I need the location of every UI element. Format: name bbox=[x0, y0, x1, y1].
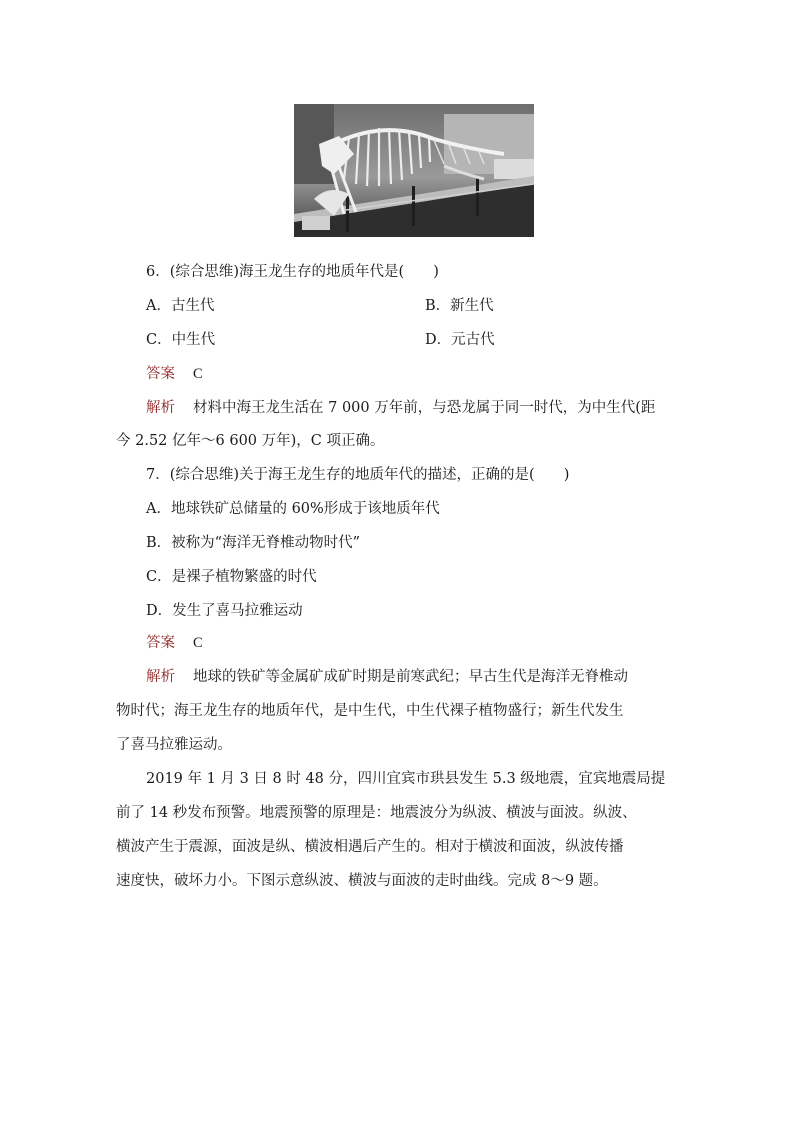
q7-option-d: D．发生了喜马拉雅运动 bbox=[146, 603, 303, 619]
q6-option-c: C．中生代 bbox=[146, 332, 216, 348]
material-line2: 前了 14 秒发布预警。地震预警的原理是：地震波分为纵波、横波与面波。纵波、 bbox=[116, 805, 637, 821]
q6-option-b: B．新生代 bbox=[425, 298, 494, 314]
skeleton-illustration bbox=[294, 104, 534, 237]
q6-answer bbox=[146, 364, 203, 384]
q6-explanation-line2: 今 2.52 亿年～6 600 万年)，C 项正确。 bbox=[116, 433, 385, 449]
q7-explain-text1: 地球的铁矿等金属矿成矿时期是前寒武纪；早古生代是海洋无脊椎动 bbox=[193, 669, 628, 685]
q7-explanation-line2: 物时代；海王龙生存的地质年代，是中生代，中生代裸子植物盛行；新生代发生 bbox=[116, 703, 624, 719]
material-line1: 2019 年 1 月 3 日 8 时 48 分，四川宜宾市珙县发生 5.3 级地震，宜宾地震局提 bbox=[146, 771, 666, 787]
q6-answer-value: C bbox=[193, 366, 203, 382]
q7-explanation-line1 bbox=[146, 667, 628, 687]
q7-answer-label: 答案 bbox=[146, 635, 175, 651]
mosasaur-skeleton-photo bbox=[294, 104, 534, 237]
q7-option-b: B．被称为“海洋无脊椎动物时代” bbox=[146, 535, 360, 551]
q7-option-c: C．是裸子植物繁盛的时代 bbox=[146, 569, 317, 585]
q6-explanation-line1 bbox=[146, 398, 655, 418]
q6-stem: 6．(综合思维)海王龙生存的地质年代是( ) bbox=[146, 264, 439, 280]
material-line3: 横波产生于震源，面波是纵、横波相遇后产生的。相对于横波和面波，纵波传播 bbox=[116, 839, 624, 855]
q6-option-d: D．元古代 bbox=[425, 332, 495, 348]
q7-explain-label: 解析 bbox=[146, 669, 175, 685]
q7-answer-value: C bbox=[193, 635, 203, 651]
q6-explain-label: 解析 bbox=[146, 400, 175, 416]
q6-answer-label: 答案 bbox=[146, 366, 175, 382]
q6-option-a: A．古生代 bbox=[146, 298, 215, 314]
q7-answer bbox=[146, 633, 203, 653]
q7-stem: 7．(综合思维)关于海王龙生存的地质年代的描述，正确的是( ) bbox=[146, 467, 570, 483]
material-line4: 速度快，破坏力小。下图示意纵波、横波与面波的走时曲线。完成 8～9 题。 bbox=[116, 873, 608, 889]
q7-explanation-line3: 了喜马拉雅运动。 bbox=[116, 737, 232, 753]
q7-option-a: A．地球铁矿总储量的 60%形成于该地质年代 bbox=[146, 501, 440, 517]
q6-explain-text1: 材料中海王龙生活在 7 000 万年前，与恐龙属于同一时代，为中生代(距 bbox=[193, 400, 656, 416]
